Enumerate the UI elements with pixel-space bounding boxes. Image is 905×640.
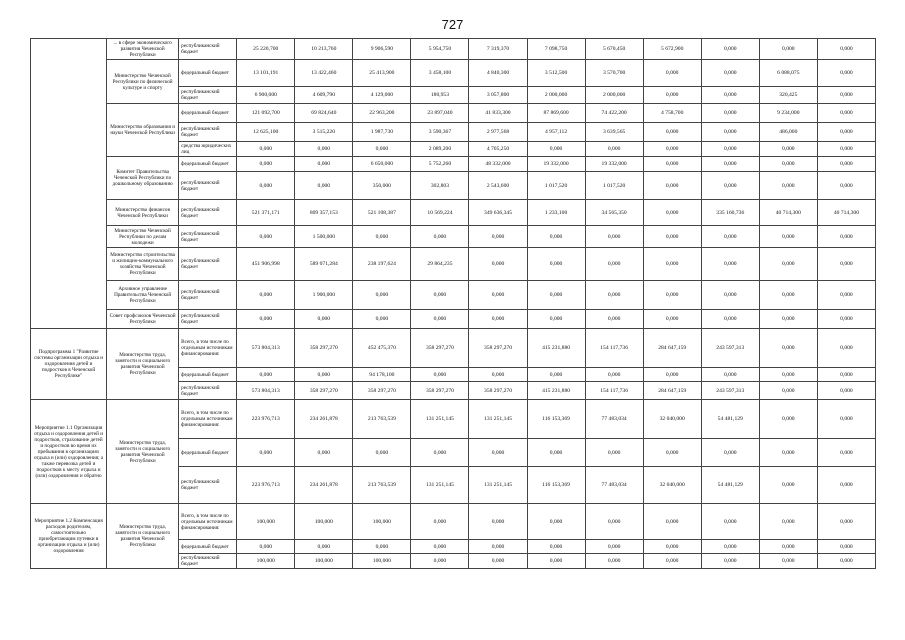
amount-cell: 41 833,300 — [469, 104, 527, 123]
amount-cell: 0,000 — [701, 554, 759, 569]
amount-cell: 0,000 — [353, 439, 411, 467]
executor-cell: Министерство труда, занятости и социального развития Чеченской Республики — [107, 329, 179, 400]
amount-cell: 131 251,145 — [411, 400, 469, 439]
amount-cell: 0,000 — [643, 439, 701, 467]
funding-source-cell: республиканский бюджет — [179, 248, 237, 281]
amount-cell: 40 714,300 — [817, 200, 875, 226]
amount-cell: 0,000 — [643, 248, 701, 281]
amount-cell: 0,000 — [817, 310, 875, 329]
amount-cell: 0,000 — [701, 60, 759, 87]
amount-cell: 0,000 — [817, 540, 875, 554]
amount-cell: 213 763,539 — [353, 400, 411, 439]
amount-cell: 0,000 — [643, 200, 701, 226]
amount-cell: 0,000 — [411, 439, 469, 467]
amount-cell: 74 422,200 — [585, 104, 643, 123]
amount-cell: 0,000 — [701, 540, 759, 554]
amount-cell: 0,000 — [469, 248, 527, 281]
amount-cell: 34 565,350 — [585, 200, 643, 226]
amount-cell: 0,000 — [469, 540, 527, 554]
amount-cell: 25 220,700 — [237, 39, 295, 60]
funding-source-cell: республиканский бюджет — [179, 281, 237, 310]
funding-source-cell: федеральный бюджет — [179, 540, 237, 554]
executor-cell: Министерство Чеченской Республики по физической культуре и спорту — [107, 60, 179, 104]
amount-cell: 238 197,624 — [353, 248, 411, 281]
amount-cell: 0,000 — [759, 281, 817, 310]
amount-cell: 154 117,736 — [585, 382, 643, 400]
amount-cell: 0,000 — [353, 226, 411, 248]
amount-cell: 121 092,700 — [237, 104, 295, 123]
amount-cell: 29 864,235 — [411, 248, 469, 281]
amount-cell: 0,000 — [759, 554, 817, 569]
amount-cell: 6 088,075 — [759, 60, 817, 87]
amount-cell: 0,000 — [527, 226, 585, 248]
amount-cell: 0,000 — [237, 439, 295, 467]
table-row — [31, 248, 876, 281]
amount-cell: 573 804,313 — [237, 329, 295, 368]
amount-cell: 69 824,640 — [295, 104, 353, 123]
amount-cell: 0,000 — [295, 439, 353, 467]
funding-source-cell: средства юридических лиц — [179, 142, 237, 157]
amount-cell: 0,000 — [817, 504, 875, 540]
funding-source-cell: федеральный бюджет — [179, 104, 237, 123]
amount-cell: 0,000 — [643, 504, 701, 540]
funding-source-cell: республиканский бюджет — [179, 226, 237, 248]
funding-source-cell: Всего, в том числе по отдельным источникам финансирования: — [179, 504, 237, 540]
amount-cell: 0,000 — [469, 281, 527, 310]
table-row — [31, 226, 876, 248]
table-row — [31, 504, 876, 540]
table-row — [31, 310, 876, 329]
amount-cell: 13 422,460 — [295, 60, 353, 87]
amount-cell: 0,000 — [817, 157, 875, 172]
amount-cell: 0,000 — [701, 142, 759, 157]
amount-cell: 13 101,191 — [237, 60, 295, 87]
program-name-cell: Мероприятие 1.2 Компенсация расходов родителям, самостоятельно приобретающим путевки в организации отдыха и (или) оздоровления — [31, 504, 107, 569]
table-row — [31, 60, 876, 87]
amount-cell: 0,000 — [411, 281, 469, 310]
amount-cell: 0,000 — [817, 226, 875, 248]
amount-cell: 0,000 — [701, 439, 759, 467]
amount-cell: 0,000 — [817, 87, 875, 104]
amount-cell: 0,000 — [817, 104, 875, 123]
amount-cell: 284 647,159 — [643, 382, 701, 400]
amount-cell: 0,000 — [585, 226, 643, 248]
funding-source-cell: федеральный бюджет — [179, 439, 237, 467]
executor-cell: Министерство Чеченской Республики по делам молодежи — [107, 226, 179, 248]
amount-cell: 0,000 — [701, 248, 759, 281]
amount-cell: 32 040,000 — [643, 400, 701, 439]
amount-cell: 0,000 — [817, 439, 875, 467]
amount-cell: 25 413,900 — [353, 60, 411, 87]
amount-cell: 0,000 — [643, 310, 701, 329]
amount-cell: 0,000 — [759, 248, 817, 281]
amount-cell: 0,000 — [411, 226, 469, 248]
amount-cell: 5 672,900 — [643, 39, 701, 60]
amount-cell: 284 647,159 — [643, 329, 701, 368]
amount-cell: 0,000 — [295, 368, 353, 382]
amount-cell: 573 804,313 — [237, 382, 295, 400]
amount-cell: 358 297,270 — [411, 329, 469, 368]
amount-cell: 7 098,750 — [527, 39, 585, 60]
amount-cell: 589 071,284 — [295, 248, 353, 281]
amount-cell: 0,000 — [817, 248, 875, 281]
amount-cell: 358 297,270 — [295, 329, 353, 368]
amount-cell: 0,000 — [701, 104, 759, 123]
amount-cell: 131 251,145 — [469, 400, 527, 439]
amount-cell: 0,000 — [701, 39, 759, 60]
funding-source-cell: федеральный бюджет — [179, 157, 237, 172]
amount-cell: 1 500,000 — [295, 226, 353, 248]
amount-cell: 2 000,000 — [585, 87, 643, 104]
amount-cell: 0,000 — [643, 368, 701, 382]
funding-source-cell: республиканский бюджет — [179, 554, 237, 569]
amount-cell: 213 763,539 — [353, 467, 411, 504]
executor-cell: Министерство финансов Чеченской Республики — [107, 200, 179, 226]
amount-cell: 358 297,270 — [411, 382, 469, 400]
amount-cell: 0,000 — [759, 172, 817, 200]
amount-cell: 0,000 — [759, 39, 817, 60]
amount-cell: 0,000 — [585, 554, 643, 569]
amount-cell: 0,000 — [701, 504, 759, 540]
amount-cell: 0,000 — [585, 248, 643, 281]
amount-cell: 0,000 — [643, 142, 701, 157]
funding-source-cell: республиканский бюджет — [179, 467, 237, 504]
amount-cell: 0,000 — [237, 157, 295, 172]
amount-cell: 4 758,700 — [643, 104, 701, 123]
amount-cell: 0,000 — [817, 382, 875, 400]
amount-cell: 0,000 — [585, 504, 643, 540]
amount-cell: 0,000 — [237, 226, 295, 248]
funding-source-cell: Всего, в том числе по отдельным источникам финансирования: — [179, 329, 237, 368]
amount-cell: 0,000 — [759, 310, 817, 329]
amount-cell: 100,000 — [295, 554, 353, 569]
amount-cell: 116 153,369 — [527, 400, 585, 439]
amount-cell: 0,000 — [643, 281, 701, 310]
amount-cell: 0,000 — [817, 142, 875, 157]
program-name-cell-continued — [31, 39, 107, 329]
amount-cell: 0,000 — [353, 142, 411, 157]
amount-cell: 358 297,270 — [295, 382, 353, 400]
amount-cell: 0,000 — [759, 368, 817, 382]
funding-source-cell: республиканский бюджет — [179, 87, 237, 104]
amount-cell: 234 261,878 — [295, 467, 353, 504]
amount-cell: 2 000,000 — [527, 87, 585, 104]
executor-cell: Совет профсоюзов Чеченской Республики — [107, 310, 179, 329]
amount-cell: 0,000 — [701, 281, 759, 310]
amount-cell: 0,000 — [701, 368, 759, 382]
amount-cell: 223 976,713 — [237, 400, 295, 439]
amount-cell: 243 597,313 — [701, 382, 759, 400]
amount-cell: 1 987,730 — [353, 123, 411, 142]
amount-cell: 1 233,100 — [527, 200, 585, 226]
amount-cell: 4 957,112 — [527, 123, 585, 142]
page-number: 727 — [441, 17, 464, 32]
amount-cell: 521 371,171 — [237, 200, 295, 226]
funding-source-cell: республиканский бюджет — [179, 382, 237, 400]
amount-cell: 3 639,565 — [585, 123, 643, 142]
amount-cell: 2 977,568 — [469, 123, 527, 142]
amount-cell: 0,000 — [701, 172, 759, 200]
table-row — [31, 104, 876, 123]
executor-cell: Министерство труда, занятости и социального развития Чеченской Республики — [107, 504, 179, 569]
table-row — [31, 281, 876, 310]
amount-cell: 0,000 — [585, 310, 643, 329]
amount-cell: 0,000 — [527, 281, 585, 310]
amount-cell: 180,953 — [411, 87, 469, 104]
amount-cell: 0,000 — [759, 400, 817, 439]
funding-source-cell: федеральный бюджет — [179, 60, 237, 87]
table-row — [31, 329, 876, 368]
amount-cell: 0,000 — [817, 467, 875, 504]
amount-cell: 0,000 — [643, 226, 701, 248]
amount-cell: 0,000 — [759, 504, 817, 540]
amount-cell: 100,000 — [353, 554, 411, 569]
amount-cell: 0,000 — [817, 172, 875, 200]
amount-cell: 0,000 — [527, 310, 585, 329]
amount-cell: 0,000 — [411, 554, 469, 569]
amount-cell: 100,000 — [237, 504, 295, 540]
executor-cell: Комитет Правительства Чеченской Республики по дошкольному образованию — [107, 157, 179, 200]
amount-cell: 0,000 — [643, 123, 701, 142]
amount-cell: 0,000 — [353, 310, 411, 329]
amount-cell: 3 458,100 — [411, 60, 469, 87]
amount-cell: 77 483,034 — [585, 400, 643, 439]
amount-cell: 809 357,153 — [295, 200, 353, 226]
amount-cell: 4 129,000 — [353, 87, 411, 104]
amount-cell: 0,000 — [759, 157, 817, 172]
amount-cell: 0,000 — [237, 142, 295, 157]
funding-source-cell: республиканский бюджет — [179, 172, 237, 200]
amount-cell: 100,000 — [237, 554, 295, 569]
amount-cell: 7 319,370 — [469, 39, 527, 60]
amount-cell: 0,000 — [237, 281, 295, 310]
amount-cell: 100,000 — [353, 504, 411, 540]
amount-cell: 335 160,736 — [701, 200, 759, 226]
table-body — [31, 39, 876, 569]
table-row — [31, 39, 876, 60]
funding-source-cell: республиканский бюджет — [179, 123, 237, 142]
amount-cell: 19 332,000 — [585, 157, 643, 172]
amount-cell: 350,000 — [353, 172, 411, 200]
amount-cell: 0,000 — [817, 368, 875, 382]
amount-cell: 5 954,750 — [411, 39, 469, 60]
amount-cell: 358 297,270 — [469, 382, 527, 400]
amount-cell: 131 251,145 — [469, 467, 527, 504]
amount-cell: 0,000 — [237, 540, 295, 554]
amount-cell: 223 976,713 — [237, 467, 295, 504]
amount-cell: 54 481,129 — [701, 400, 759, 439]
amount-cell: 19 332,000 — [527, 157, 585, 172]
amount-cell: 0,000 — [701, 123, 759, 142]
amount-cell: 0,000 — [585, 142, 643, 157]
amount-cell: 0,000 — [759, 439, 817, 467]
amount-cell: 1 017,520 — [585, 172, 643, 200]
amount-cell: 0,000 — [469, 226, 527, 248]
amount-cell: 0,000 — [527, 540, 585, 554]
table-row — [31, 157, 876, 172]
amount-cell: 0,000 — [295, 157, 353, 172]
amount-cell: 0,000 — [353, 281, 411, 310]
amount-cell: 40 714,300 — [759, 200, 817, 226]
amount-cell: 0,000 — [411, 310, 469, 329]
amount-cell: 0,000 — [759, 329, 817, 368]
amount-cell: 0,000 — [585, 439, 643, 467]
amount-cell: 0,000 — [817, 329, 875, 368]
amount-cell: 4 609,790 — [295, 87, 353, 104]
amount-cell: 452 475,370 — [353, 329, 411, 368]
amount-cell: 0,000 — [817, 281, 875, 310]
amount-cell: 2 543,600 — [469, 172, 527, 200]
amount-cell: 0,000 — [759, 142, 817, 157]
amount-cell: 116 153,369 — [527, 467, 585, 504]
table-row — [31, 200, 876, 226]
amount-cell: 5 670,450 — [585, 39, 643, 60]
amount-cell: 415 231,880 — [527, 329, 585, 368]
amount-cell: 0,000 — [759, 540, 817, 554]
amount-cell: 4 705,250 — [469, 142, 527, 157]
amount-cell: 358 297,270 — [353, 382, 411, 400]
funding-source-cell: республиканский бюджет — [179, 310, 237, 329]
amount-cell: 243 597,313 — [701, 329, 759, 368]
amount-cell: 48 332,000 — [469, 157, 527, 172]
amount-cell: 349 636,345 — [469, 200, 527, 226]
amount-cell: 0,000 — [469, 368, 527, 382]
funding-source-cell: Всего, в том числе по отдельным источникам финансирования: — [179, 400, 237, 439]
budget-table-container — [30, 38, 876, 569]
amount-cell: 3 590,367 — [411, 123, 469, 142]
amount-cell: 0,000 — [759, 382, 817, 400]
amount-cell: 0,000 — [527, 368, 585, 382]
amount-cell: 0,000 — [643, 87, 701, 104]
amount-cell: 0,000 — [759, 226, 817, 248]
executor-cell: Архивное управление Правительства Чеченской Республики — [107, 281, 179, 310]
amount-cell: 0,000 — [817, 123, 875, 142]
amount-cell: 0,000 — [817, 554, 875, 569]
amount-cell: 77 483,034 — [585, 467, 643, 504]
amount-cell: 0,000 — [237, 368, 295, 382]
amount-cell: 358 297,270 — [469, 329, 527, 368]
amount-cell: 32 040,000 — [643, 467, 701, 504]
executor-cell: Министерство строительства и жилищно-коммунального хозяйства Чеченской Республики — [107, 248, 179, 281]
amount-cell: 0,000 — [701, 310, 759, 329]
amount-cell: 0,000 — [469, 310, 527, 329]
amount-cell: 0,000 — [585, 540, 643, 554]
amount-cell: 87 869,600 — [527, 104, 585, 123]
amount-cell: 0,000 — [527, 439, 585, 467]
amount-cell: 1 900,000 — [295, 281, 353, 310]
amount-cell: 0,000 — [411, 540, 469, 554]
funding-source-cell: республиканский бюджет — [179, 39, 237, 60]
amount-cell: 0,000 — [527, 554, 585, 569]
amount-cell: 0,000 — [295, 172, 353, 200]
amount-cell: 6 650,000 — [353, 157, 411, 172]
amount-cell: 131 251,145 — [411, 467, 469, 504]
amount-cell: 0,000 — [469, 504, 527, 540]
amount-cell: 0,000 — [295, 310, 353, 329]
funding-source-cell: федеральный бюджет — [179, 368, 237, 382]
amount-cell: 0,000 — [295, 142, 353, 157]
amount-cell: 3 057,800 — [469, 87, 527, 104]
amount-cell: 3 515,220 — [295, 123, 353, 142]
executor-cell: ... в сфере экономического развития Чеченской Республики — [107, 39, 179, 60]
amount-cell: 3 512,500 — [527, 60, 585, 87]
amount-cell: 0,000 — [295, 540, 353, 554]
amount-cell: 0,000 — [643, 172, 701, 200]
amount-cell: 100,000 — [295, 504, 353, 540]
program-name-cell: Подпрограмма 1 "Развитие системы организации отдыха и оздоровления детей и подростков в Чеченской Республике" — [31, 329, 107, 400]
amount-cell: 0,000 — [353, 540, 411, 554]
amount-cell: 0,000 — [817, 400, 875, 439]
amount-cell: 9 234,000 — [759, 104, 817, 123]
amount-cell: 4 840,300 — [469, 60, 527, 87]
funding-source-cell: республиканский бюджет — [179, 200, 237, 226]
amount-cell: 0,000 — [469, 554, 527, 569]
amount-cell: 23 897,040 — [411, 104, 469, 123]
amount-cell: 0,000 — [585, 281, 643, 310]
amount-cell: 486,000 — [759, 123, 817, 142]
amount-cell: 9 906,590 — [353, 39, 411, 60]
amount-cell: 1 017,520 — [527, 172, 585, 200]
amount-cell: 12 625,100 — [237, 123, 295, 142]
amount-cell: 0,000 — [643, 554, 701, 569]
amount-cell: 0,000 — [237, 172, 295, 200]
amount-cell: 0,000 — [527, 142, 585, 157]
amount-cell: 54 481,129 — [701, 467, 759, 504]
amount-cell: 0,000 — [643, 157, 701, 172]
amount-cell: 415 231,880 — [527, 382, 585, 400]
amount-cell: 0,000 — [701, 87, 759, 104]
amount-cell: 3 570,700 — [585, 60, 643, 87]
amount-cell: 2 089,200 — [411, 142, 469, 157]
amount-cell: 0,000 — [701, 226, 759, 248]
amount-cell: 0,000 — [469, 439, 527, 467]
amount-cell: 22 963,200 — [353, 104, 411, 123]
amount-cell: 0,000 — [643, 60, 701, 87]
amount-cell: 0,000 — [411, 368, 469, 382]
amount-cell: 0,000 — [817, 39, 875, 60]
executor-cell: Министерство труда, занятости и социального развития Чеченской Республики — [107, 400, 179, 504]
amount-cell: 234 261,878 — [295, 400, 353, 439]
budget-table — [30, 38, 876, 569]
amount-cell: 0,000 — [527, 504, 585, 540]
amount-cell: 0,000 — [237, 310, 295, 329]
amount-cell: 0,000 — [759, 467, 817, 504]
amount-cell: 521 108,387 — [353, 200, 411, 226]
amount-cell: 302,803 — [411, 172, 469, 200]
amount-cell: 10 213,760 — [295, 39, 353, 60]
amount-cell: 0,000 — [701, 157, 759, 172]
amount-cell: 10 569,224 — [411, 200, 469, 226]
amount-cell: 320,425 — [759, 87, 817, 104]
amount-cell: 94 178,100 — [353, 368, 411, 382]
amount-cell: 451 906,998 — [237, 248, 295, 281]
amount-cell: 6 900,000 — [237, 87, 295, 104]
amount-cell: 0,000 — [585, 368, 643, 382]
amount-cell: 154 117,736 — [585, 329, 643, 368]
amount-cell: 0,000 — [411, 504, 469, 540]
amount-cell: 0,000 — [527, 248, 585, 281]
amount-cell: 0,000 — [643, 540, 701, 554]
table-row — [31, 400, 876, 439]
program-name-cell: Мероприятие 1.1 Организация отдыха и оздоровления детей и подростков, страхование детей и подростков во время их пребывания в организациях отдыха и (или) оздоровления; а также перевозка детей и подростков к месту отдыха и (или) оздоровления и обратно — [31, 400, 107, 504]
amount-cell: 5 752,260 — [411, 157, 469, 172]
amount-cell: 0,000 — [817, 60, 875, 87]
executor-cell: Министерство образования и науки Чеченской Республики — [107, 104, 179, 157]
